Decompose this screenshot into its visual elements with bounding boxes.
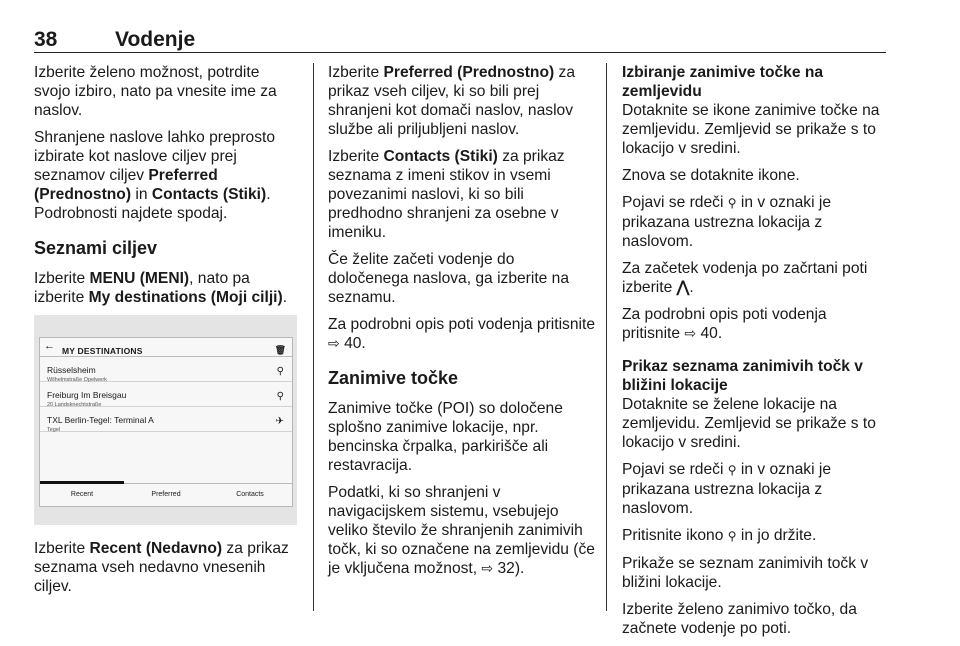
destination-address: 20 Landsknechtstraße <box>47 402 102 408</box>
paragraph: Izberite želeno zanimivo točko, da začnete vodenje po poti. <box>622 601 857 637</box>
destination-address: Tegel <box>47 427 61 433</box>
page-reference-icon: ⇨ <box>481 560 494 576</box>
trash-icon[interactable]: 🗑 <box>274 345 286 355</box>
page-reference[interactable]: 40. <box>700 325 723 342</box>
destination-row[interactable] <box>40 382 292 407</box>
paragraph: Zanimive točke (POI) so določene splošno zanimive lokacije, npr. bencinska črpalka, parkirišče ali restavracija. <box>328 400 563 474</box>
paragraph: Izberite MENU (MENI), nato pa izberite My destinations (Moji cilji). <box>34 270 288 306</box>
favorite-pin-icon[interactable]: ⚲ <box>276 366 284 377</box>
paragraph: Podatki, ki so shranjeni v navigacijskem sistemu, vsebujejo veliko število že shranjenih zanimivih točk, ki so označene na zemljevidu (če je vključena možnost, ⇨ 32). <box>328 484 595 577</box>
column-divider <box>606 63 607 611</box>
page-reference-icon: ⇨ <box>328 335 340 351</box>
paragraph: Pritisnite ikono ⚲ in jo držite. <box>622 527 817 544</box>
destination-row[interactable] <box>40 407 292 432</box>
subheading: Izbiranje zanimive točke na zemljevidu <box>622 64 824 100</box>
subheading: Prikaz seznama zanimivih točk v bližini lokacije <box>622 358 863 394</box>
destination-row[interactable] <box>40 357 292 382</box>
paragraph: Izberite Preferred (Prednostno) za prikaz vseh ciljev, ki so bili prej shranjeni kot domači naslov, naslov službe ali priljubljeni naslov. <box>328 64 575 138</box>
page-reference[interactable]: 32). <box>497 560 525 577</box>
page-reference[interactable]: 40. <box>344 335 366 352</box>
back-arrow-icon[interactable]: ← <box>44 340 55 352</box>
start-guidance-icon: ⋀ <box>676 279 690 296</box>
paragraph: Pojavi se rdeči ⚲ in v oznaki je prikazana ustrezna lokacija z naslovom. <box>622 194 832 250</box>
tab-preferred[interactable]: Preferred <box>151 491 181 498</box>
destination-name: TXL Berlin-Tegel: Terminal A <box>47 415 154 425</box>
paragraph: Izberite Contacts (Stiki) za prikaz seznama z imeni stikov in vsemi povezanimi naslovi, ki so bili predhodno shranjeni za osebne v imeniku. <box>328 148 565 241</box>
destination-address: Wilhelmstraße Opelwerk <box>47 377 107 383</box>
tab-contacts[interactable]: Contacts <box>236 491 264 498</box>
column-3 <box>622 63 888 646</box>
map-pin-icon: ⚲ <box>727 529 737 543</box>
paragraph: Pojavi se rdeči ⚲ in v oznaki je prikazana ustrezna lokacija z naslovom. <box>622 461 832 517</box>
favorite-pin-icon[interactable]: ⚲ <box>276 391 284 402</box>
paragraph: Dotaknite se želene lokacije na zemljevidu. Zemljevid se prikaže s to lokacijo v sredini. <box>622 396 876 451</box>
paragraph: Znova se dotaknite ikone. <box>622 167 800 184</box>
column-divider <box>313 63 314 611</box>
map-pin-icon: ⚲ <box>727 196 737 210</box>
paragraph: Izberite Recent (Nedavno) za prikaz seznama vseh nedavno vnesenih ciljev. <box>34 540 289 595</box>
paragraph: Shranjene naslove lahko preprosto izbirate kot naslove ciljev prej seznamov ciljev Preferred (Prednostno) in Contacts (Stiki). Podrobnosti najdete spodaj. <box>34 129 275 222</box>
page-title: Vodenje <box>115 28 196 51</box>
screen-title: MY DESTINATIONS <box>62 346 143 356</box>
section-heading: Zanimive točke <box>328 368 459 388</box>
airplane-icon[interactable]: ✈ <box>275 416 284 427</box>
section-heading: Seznami ciljev <box>34 238 158 258</box>
paragraph: Če želite začeti vodenje do določenega naslova, ga izberite na seznamu. <box>328 251 570 306</box>
column-1 <box>34 63 296 604</box>
paragraph: Za začetek vodenja po začrtani poti izberite ⋀. <box>622 260 868 296</box>
screen-header <box>40 338 292 357</box>
destination-name: Freiburg Im Breisgau <box>47 390 127 400</box>
column-2 <box>328 63 598 586</box>
paragraph: Prikaže se seznam zanimivih točk v bližini lokacije. <box>622 555 869 591</box>
map-pin-icon: ⚲ <box>727 463 737 477</box>
screen <box>39 337 293 507</box>
paragraph: Dotaknite se ikone zanimive točke na zemljevidu. Zemljevid se prikaže s to lokacijo v sredini. <box>622 102 880 157</box>
page-header <box>34 28 886 50</box>
header-divider <box>34 52 886 53</box>
tab-recent[interactable]: Recent <box>40 484 124 506</box>
page-number: 38 <box>34 28 58 51</box>
paragraph: Za podrobni opis poti vodenja pritisnite ⇨ 40. <box>328 316 595 352</box>
screen-tabs <box>40 483 292 506</box>
paragraph: Za podrobni opis poti vodenja pritisnite ⇨ 40. <box>622 306 827 342</box>
page-reference-icon: ⇨ <box>684 325 697 341</box>
infotainment-screenshot <box>34 315 297 525</box>
destination-name: Rüsselsheim <box>47 365 96 375</box>
paragraph: Izberite želeno možnost, potrdite svojo izbiro, nato pa vnesite ime za naslov. <box>34 64 277 119</box>
